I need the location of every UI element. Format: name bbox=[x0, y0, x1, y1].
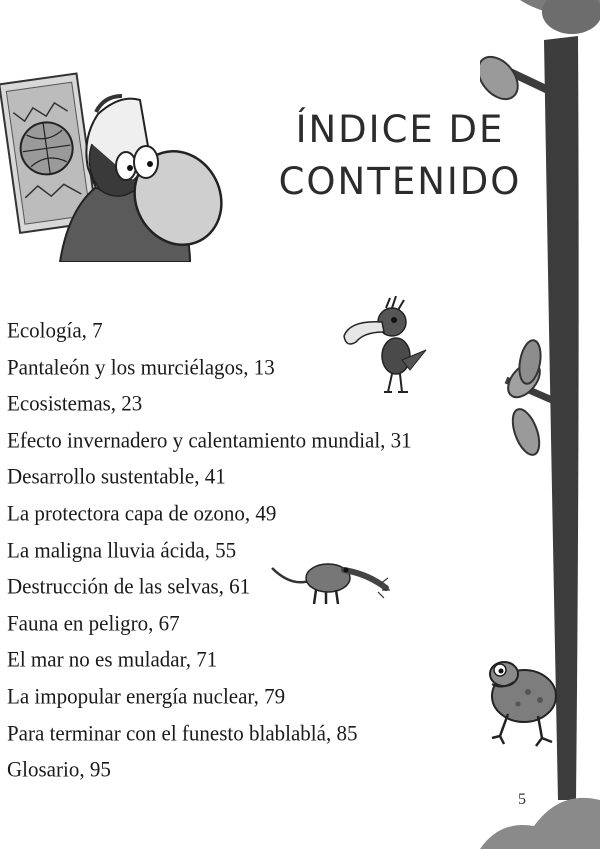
table-of-contents bbox=[7, 312, 412, 788]
toc-entry[interactable]: El mar no es muladar, 71 bbox=[7, 646, 218, 673]
title-line-1: ÍNDICE DE bbox=[295, 108, 505, 151]
frog-illustration bbox=[478, 648, 562, 748]
toc-entry[interactable]: Ecología, 7 bbox=[7, 317, 103, 343]
professor-illustration bbox=[0, 48, 232, 262]
toc-entry[interactable]: Glosario, 95 bbox=[7, 756, 111, 782]
page-number: 5 bbox=[518, 791, 526, 808]
toc-entry[interactable]: Pantaleón y los murciélagos, 13 bbox=[7, 353, 275, 380]
toc-entry[interactable]: La impopular energía nuclear, 79 bbox=[7, 683, 286, 709]
toc-entry[interactable]: La protectora capa de ozono, 49 bbox=[7, 500, 277, 526]
toc-entry[interactable]: Desarrollo sustentable, 41 bbox=[7, 463, 226, 490]
toc-entry[interactable]: La maligna lluvia ácida, 55 bbox=[7, 536, 237, 563]
title-line-2: CONTENIDO bbox=[278, 160, 522, 203]
toc-entry[interactable]: Ecosistemas, 23 bbox=[7, 390, 143, 416]
toc-entry[interactable]: Destrucción de las selvas, 61 bbox=[7, 573, 251, 599]
toc-entry[interactable]: Fauna en peligro, 67 bbox=[7, 610, 180, 636]
page-title bbox=[270, 104, 530, 208]
toc-entry[interactable]: Efecto invernadero y calentamiento mundial, 31 bbox=[7, 427, 412, 453]
toc-entry[interactable]: Para terminar con el funesto blablablá, 85 bbox=[7, 719, 358, 746]
